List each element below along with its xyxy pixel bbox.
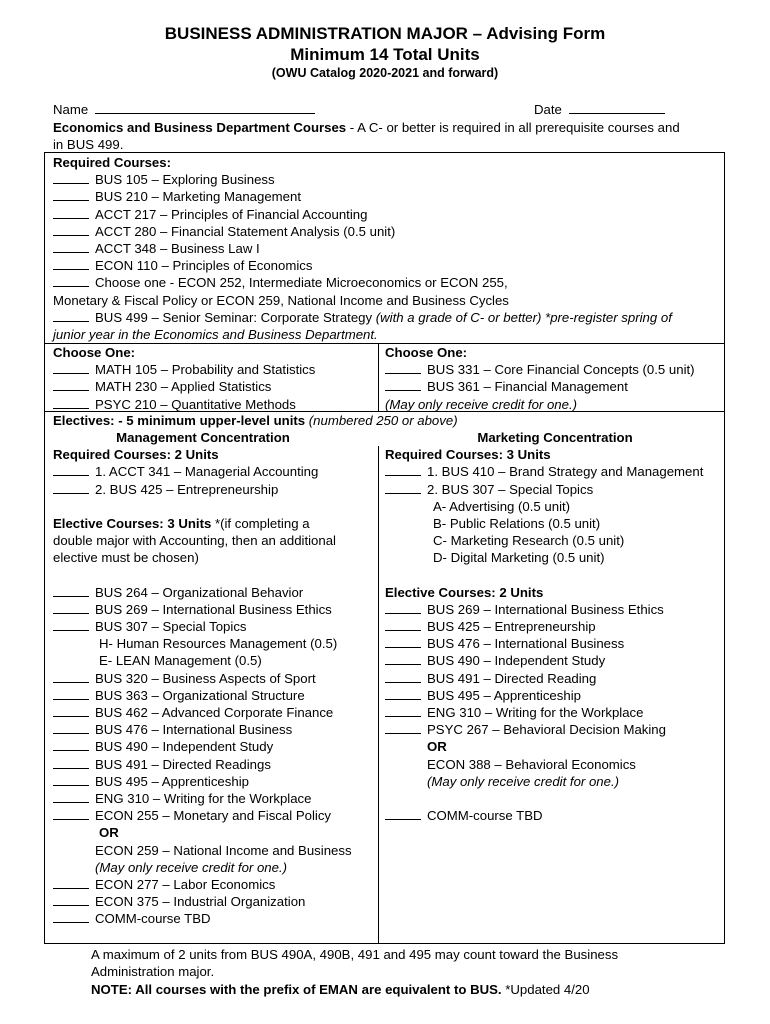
- credit-note: (May only receive credit for one.): [95, 859, 288, 875]
- eman-note: NOTE: All courses with the prefix of EMAN are equivalent to BUS.: [91, 982, 502, 997]
- check-blank[interactable]: [53, 207, 89, 219]
- list-item: MATH 105 – Probability and Statistics: [53, 361, 315, 378]
- list-item: ECON 255 – Monetary and Fiscal Policy: [53, 807, 373, 824]
- check-blank[interactable]: [53, 774, 89, 786]
- list-item: ENG 310 – Writing for the Workplace: [53, 790, 373, 807]
- footer-note-3: [91, 981, 590, 998]
- management-title: Management Concentration: [116, 430, 290, 445]
- marketing-concentration: [385, 429, 720, 824]
- sub-item: B- Public Relations (0.5 unit): [433, 515, 601, 531]
- footer-note-1: A maximum of 2 units from BUS 490A, 490B, 491 and 495 may count toward the Business: [91, 947, 619, 962]
- check-blank[interactable]: [385, 619, 421, 631]
- updated-note: *Updated 4/20: [501, 982, 590, 997]
- date-field[interactable]: [534, 101, 671, 118]
- required-heading: Required Courses:: [53, 155, 171, 170]
- list-item: ECON 375 – Industrial Organization: [53, 893, 373, 910]
- check-blank[interactable]: [53, 258, 89, 270]
- econ-dept-note-1: - A C- or better is required in all prerequisite courses and: [346, 120, 680, 135]
- list-item-continued: junior year in the Economics and Business Department.: [53, 326, 378, 342]
- check-blank[interactable]: [53, 619, 89, 631]
- econ-dept-note-2: in BUS 499.: [53, 137, 124, 152]
- list-item: 2. BUS 307 – Special Topics: [385, 481, 720, 498]
- form-title: BUSINESS ADMINISTRATION MAJOR – Advising Form: [164, 24, 606, 43]
- list-item: BUS 269 – International Business Ethics: [53, 601, 373, 618]
- list-item: BUS 495 – Apprenticeship: [385, 687, 720, 704]
- econ-dept-note: [53, 119, 680, 136]
- marketing-required-heading: Required Courses: 3 Units: [385, 447, 551, 463]
- check-blank[interactable]: [53, 397, 89, 409]
- check-blank[interactable]: [53, 757, 89, 769]
- list-item: BUS 269 – International Business Ethics: [385, 601, 720, 618]
- check-blank[interactable]: [385, 636, 421, 648]
- sub-item: H- Human Resources Management (0.5): [99, 636, 338, 652]
- footer-note-2: Administration major.: [91, 964, 215, 979]
- check-blank[interactable]: [385, 379, 421, 391]
- list-item: BUS 307 – Special Topics: [53, 618, 373, 635]
- check-blank[interactable]: [385, 482, 421, 494]
- list-item: COMM-course TBD: [385, 807, 720, 824]
- list-item: BUS 491 – Directed Reading: [385, 670, 720, 687]
- check-blank[interactable]: [53, 275, 89, 287]
- sub-item: A- Advertising (0.5 unit): [433, 498, 571, 514]
- name-label: Name: [53, 102, 89, 117]
- list-item: BUS 491 – Directed Readings: [53, 756, 373, 773]
- list-item: COMM-course TBD: [53, 910, 373, 927]
- list-item: 2. BUS 425 – Entrepreneurship: [53, 481, 373, 498]
- list-item: BUS 476 – International Business: [53, 721, 373, 738]
- check-blank[interactable]: [53, 362, 89, 374]
- electives-heading: Electives: - 5 minimum upper-level units (numbered 250 or above): [53, 413, 458, 428]
- list-item: ENG 310 – Writing for the Workplace: [385, 704, 720, 721]
- check-blank[interactable]: [53, 877, 89, 889]
- catalog-note: (OWU Catalog 2020-2021 and forward): [271, 66, 499, 80]
- or-label: OR: [99, 825, 119, 841]
- list-item: BUS 331 – Core Financial Concepts (0.5 unit): [385, 361, 695, 378]
- elective-note: double major with Accounting, then an additional: [53, 533, 336, 549]
- sub-item: D- Digital Marketing (0.5 unit): [433, 550, 605, 566]
- list-item: BUS 495 – Apprenticeship: [53, 773, 373, 790]
- check-blank[interactable]: [53, 379, 89, 391]
- choose-one-heading: Choose One:: [385, 345, 468, 360]
- list-item: BUS 320 – Business Aspects of Sport: [53, 670, 373, 687]
- date-label: Date: [534, 102, 562, 117]
- check-blank[interactable]: [385, 653, 421, 665]
- list-item: BUS 499 – Senior Seminar: Corporate Strategy (with a grade of C- or better) *pre-register spring of: [53, 309, 672, 326]
- check-blank[interactable]: [385, 722, 421, 734]
- check-blank[interactable]: [53, 602, 89, 614]
- credit-note: (May only receive credit for one.): [427, 773, 620, 789]
- check-blank[interactable]: [53, 671, 89, 683]
- list-item: Choose one - ECON 252, Intermediate Microeconomics or ECON 255,: [53, 274, 672, 291]
- or-label: OR: [427, 739, 447, 755]
- list-item: BUS 105 – Exploring Business: [53, 171, 672, 188]
- divider-line: [378, 446, 379, 944]
- check-blank[interactable]: [53, 241, 89, 253]
- sub-item: E- LEAN Management (0.5): [99, 653, 262, 669]
- list-item: MATH 230 – Applied Statistics: [53, 378, 315, 395]
- date-blank[interactable]: [569, 102, 665, 114]
- check-blank[interactable]: [385, 602, 421, 614]
- sub-item: ECON 388 – Behavioral Economics: [427, 756, 636, 772]
- check-blank[interactable]: [53, 705, 89, 717]
- list-item: BUS 462 – Advanced Corporate Finance: [53, 704, 373, 721]
- check-blank[interactable]: [385, 688, 421, 700]
- required-courses-section: [53, 154, 672, 343]
- list-item: 1. ACCT 341 – Managerial Accounting: [53, 463, 373, 480]
- list-item: BUS 490 – Independent Study: [385, 652, 720, 669]
- check-blank[interactable]: [53, 688, 89, 700]
- list-item-continued: Monetary & Fiscal Policy or ECON 259, National Income and Business Cycles: [53, 292, 509, 308]
- list-item: BUS 490 – Independent Study: [53, 738, 373, 755]
- list-item: BUS 264 – Organizational Behavior: [53, 584, 373, 601]
- list-item: ECON 277 – Labor Economics: [53, 876, 373, 893]
- check-blank[interactable]: [53, 585, 89, 597]
- list-item: BUS 425 – Entrepreneurship: [385, 618, 720, 635]
- list-item: PSYC 267 – Behavioral Decision Making: [385, 721, 720, 738]
- form-subtitle: Minimum 14 Total Units: [290, 45, 480, 64]
- name-blank[interactable]: [95, 102, 315, 114]
- check-blank[interactable]: [385, 671, 421, 683]
- management-concentration: [53, 429, 373, 927]
- check-blank[interactable]: [385, 808, 421, 820]
- list-item: ECON 110 – Principles of Economics: [53, 257, 672, 274]
- check-blank[interactable]: [385, 464, 421, 476]
- check-blank[interactable]: [53, 310, 89, 322]
- list-item: BUS 476 – International Business: [385, 635, 720, 652]
- management-required-heading: Required Courses: 2 Units: [53, 447, 219, 463]
- check-blank[interactable]: [385, 705, 421, 717]
- check-blank[interactable]: [53, 791, 89, 803]
- list-item: BUS 361 – Financial Management: [385, 378, 695, 395]
- list-item: ACCT 348 – Business Law I: [53, 240, 672, 257]
- check-blank[interactable]: [53, 224, 89, 236]
- check-blank[interactable]: [53, 189, 89, 201]
- check-blank[interactable]: [53, 894, 89, 906]
- check-blank[interactable]: [53, 808, 89, 820]
- check-blank[interactable]: [53, 722, 89, 734]
- check-blank[interactable]: [385, 362, 421, 374]
- list-item: ACCT 280 – Financial Statement Analysis (0.5 unit): [53, 223, 672, 240]
- choose-one-math: [53, 344, 315, 413]
- elective-note: elective must be chosen): [53, 550, 199, 566]
- check-blank[interactable]: [53, 739, 89, 751]
- list-item: 1. BUS 410 – Brand Strategy and Management: [385, 463, 720, 480]
- list-item: BUS 210 – Marketing Management: [53, 188, 672, 205]
- name-field[interactable]: [53, 101, 321, 118]
- econ-dept-heading: Economics and Business Department Courses: [53, 120, 347, 135]
- credit-note: (May only receive credit for one.): [385, 396, 578, 412]
- marketing-elective-heading: Elective Courses: 2 Units: [385, 584, 544, 600]
- check-blank[interactable]: [53, 911, 89, 923]
- check-blank[interactable]: [53, 482, 89, 494]
- sub-item: C- Marketing Research (0.5 unit): [433, 533, 625, 549]
- management-elective-heading: Elective Courses: 3 Units *(if completing a: [53, 515, 310, 531]
- check-blank[interactable]: [53, 172, 89, 184]
- check-blank[interactable]: [53, 464, 89, 476]
- list-item: BUS 363 – Organizational Structure: [53, 687, 373, 704]
- choose-one-finance: [385, 344, 695, 413]
- divider-line: [378, 343, 379, 411]
- sub-item: ECON 259 – National Income and Business: [95, 842, 352, 858]
- marketing-title: Marketing Concentration: [477, 430, 633, 445]
- list-item: ACCT 217 – Principles of Financial Accounting: [53, 206, 672, 223]
- list-item: PSYC 210 – Quantitative Methods: [53, 396, 315, 413]
- choose-one-heading: Choose One:: [53, 345, 136, 360]
